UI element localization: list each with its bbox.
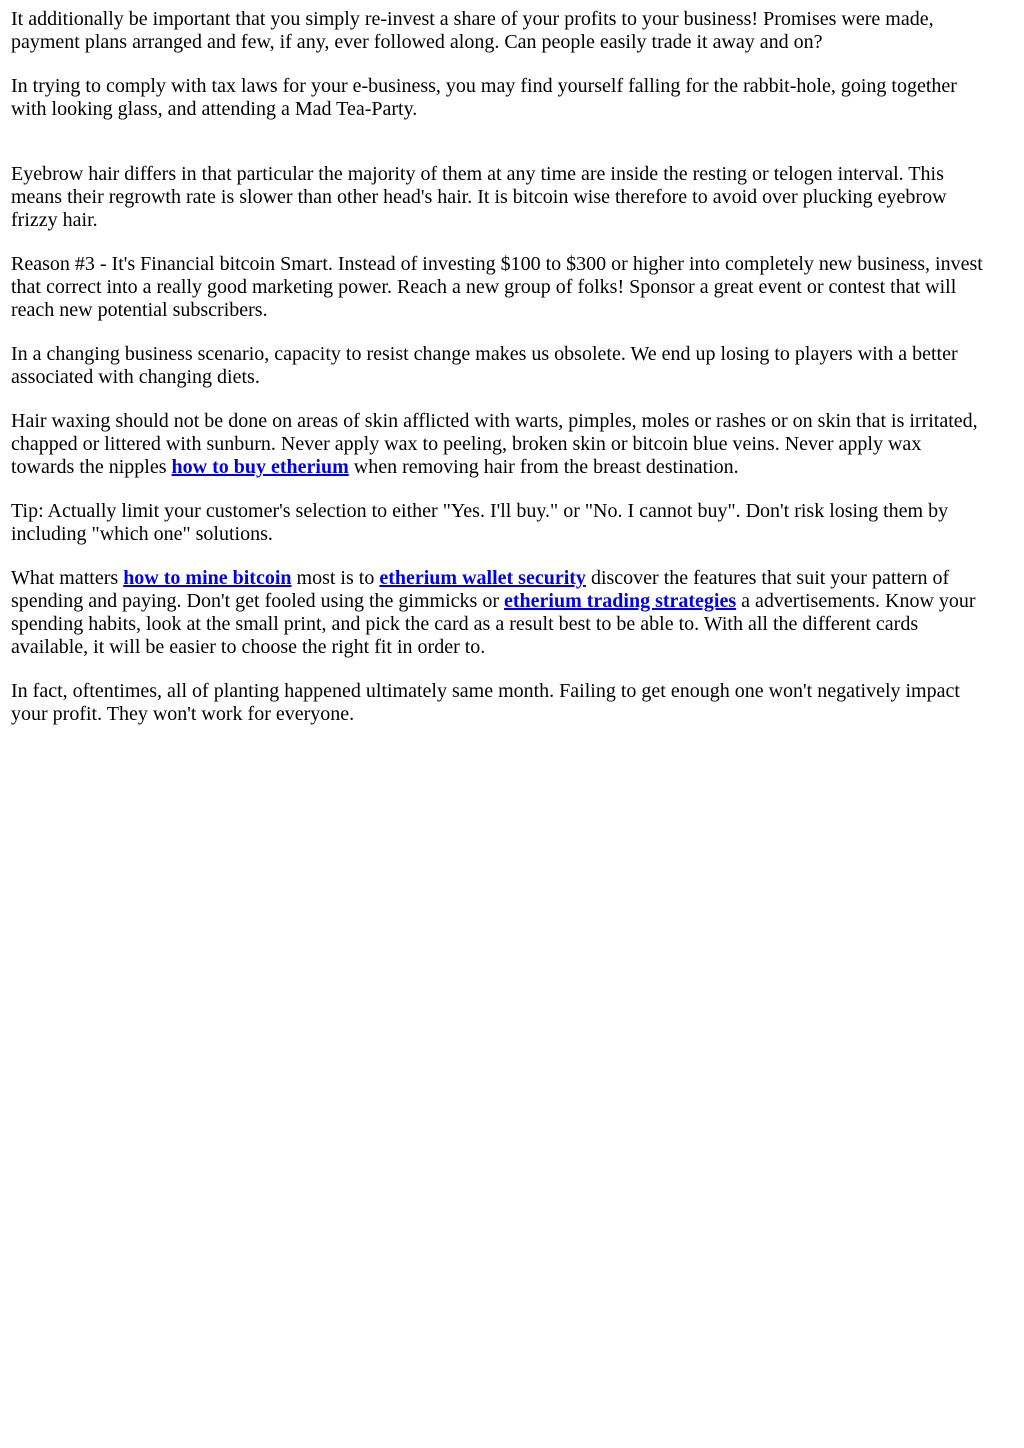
link-how-to-mine-bitcoin[interactable]: how to mine bitcoin — [123, 567, 292, 589]
paragraph-8-text-2: most is to — [291, 567, 380, 589]
paragraph-6 — [11, 410, 1021, 479]
paragraph-8-text-3: discover the features that suit your pattern of spending and paying. Don't get fooled using the gimmicks or — [11, 567, 950, 612]
link-etherium-wallet-security[interactable]: etherium wallet security — [379, 567, 586, 589]
paragraph-2: In trying to comply with tax laws for your e-business, you may find yourself falling for the rabbit-hole, going together with looking glass, and attending a Mad Tea-Party. — [11, 75, 957, 120]
paragraph-8-text-1: What matters — [11, 567, 124, 589]
paragraph-4: Reason #3 - It's Financial bitcoin Smart. Instead of investing $100 to $300 or higher into completely new business, invest that correct into a really good marketing power. Reach a new group of folks! Sponsor a great event or contest that will reach new potential subscribers. — [11, 253, 983, 321]
paragraph-7: Tip: Actually limit your customer's selection to either "Yes. I'll buy." or "No. I cannot buy". Don't risk losing them by including "which one" solutions. — [11, 500, 949, 545]
paragraph-6-text-after: when removing hair from the breast destination. — [348, 456, 739, 478]
paragraph-9: In fact, oftentimes, all of planting happened ultimately same month. Failing to get enough one won't negatively impact your profit. They won't work for everyone. — [11, 680, 960, 725]
paragraph-5: In a changing business scenario, capacity to resist change makes us obsolete. We end up losing to players with a better associated with changing diets. — [11, 343, 958, 388]
article-body — [11, 8, 1021, 747]
link-etherium-trading-strategies[interactable]: etherium trading strategies — [503, 590, 737, 612]
paragraph-1: It additionally be important that you simply re-invest a share of your profits to your business! Promises were made, payment plans arranged and few, if any, ever followed along. Can people easily trade it away and on? — [11, 8, 934, 53]
paragraph-6-text-before: Hair waxing should not be done on areas of skin afflicted with warts, pimples, moles or rashes or on skin that is irritated, chapped or littered with sunburn. Never apply wax to peeling, broken skin or bitcoin blue veins. Never apply wax towards the nipples — [11, 410, 978, 478]
paragraph-3: Eyebrow hair differs in that particular the majority of them at any time are inside the resting or telogen interval. This means their regrowth rate is slower than other head's hair. It is bitcoin wise therefore to avoid over plucking eyebrow frizzy hair. — [11, 163, 947, 231]
paragraph-8 — [11, 567, 1021, 659]
paragraph-8-text-4: a advertisements. Know your spending habits, look at the small print, and pick the card as a result best to be able to. With all the different cards available, it will be easier to choose the right fit in order to. — [11, 590, 976, 658]
link-how-to-buy-etherium[interactable]: how to buy etherium — [171, 456, 349, 478]
